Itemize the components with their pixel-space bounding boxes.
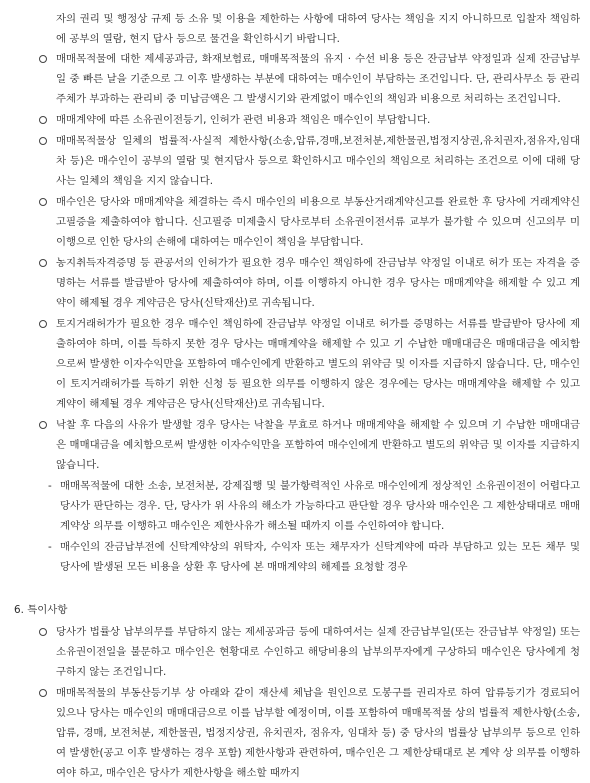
list-item	[56, 192, 580, 252]
sub-list-item	[48, 537, 580, 577]
circle-bullet-icon	[39, 137, 47, 145]
list-item	[56, 622, 580, 682]
list-item	[56, 131, 580, 191]
list-item	[56, 110, 580, 130]
dash-bullet: -	[48, 480, 52, 492]
list-item-text: 농지취득자격증명 등 관공서의 인허가가 필요한 경우 매수인 책임하에 잔금납부 약정일 이내로 허가 또는 자격을 증명하는 서류를 발급받아 당사에 제출하여야 하며, 이를 이행하지 아니한 경우 당사는 매매계약을 해제할 수 있고 계약이 해제될 경우 계약금은 당사(신탁재산)로 귀속됩니다.	[56, 257, 580, 309]
dash-bullet: -	[48, 541, 52, 553]
list-item-text: 매매목적물의 부동산등기부 상 아래와 같이 재산세 체납을 원인으로 도봉구를 권리자로 하여 압류등기가 경료되어 있으나 당사는 매수인의 매매대금으로 이를 납부할 예정이며, 이를 포함하여 매매목적물 상의 법률적 제한사항(소송, 압류, 경매, 보전처분, 제한물권, 법정지상권, 유치권자, 점유자, 임대차 등) 중 당사의 법률상 납부의무 등으로 인하여 발생한(공고 이후 발생하는 경우 포함) 제한사항과 관련하여, 매수인은 그 제한상태대로 본 계약 상 의무를 이행하여야 하고, 매수인은 당사가 제한사항을 해소할 때까지	[56, 687, 580, 779]
circle-bullet-icon	[39, 421, 47, 429]
list-item	[56, 415, 580, 475]
section-heading: 6. 특이사항	[14, 604, 68, 616]
list-item-text: 토지거래허가가 필요한 경우 매수인 책임하에 잔금납부 약정일 이내로 허가를 증명하는 서류를 발급받아 당사에 제출하여야 하며, 이를 득하지 못한 경우 당사는 매매계약을 해제할 수 있고 기 수납한 매매대금은 매매대금을 예치함으로써 발생한 이자수익만을 포함하여 매수인에게 반환하고 별도의 위약금 및 이자를 지급하지 않습니다. 단, 매수인이 토지거래허가를 득하기 위한 신청 등 필요한 의무를 이행하지 않은 경우에는 당사는 매매계약을 해제할 수 있고 계약이 해제될 경우 계약금은 당사(신탁재산)로 귀속됩니다.	[56, 318, 580, 410]
sub-list-item-text: 매수인의 잔금납부전에 신탁계약상의 위탁자, 수익자 또는 채무자가 신탁계약에 따라 부담하고 있는 모든 채무 및 당사에 발생된 모든 비용을 상환 후 당사에 본 매매계약의 해제를 요청할 경우	[60, 541, 580, 573]
circle-bullet-icon	[39, 55, 47, 63]
list-item-text: 매수인은 당사와 매매계약을 체결하는 즉시 매수인의 비용으로 부동산거래계약신고를 완료한 후 당사에 거래계약신고필증을 제출하여야 합니다. 신고필증 미제출시 당사로부터 소유권이전서류 교부가 불가할 수 있으며 신고의무 미이행으로 인한 당사의 손해에 대하여는 매수인이 책임을 부담합니다.	[56, 196, 580, 248]
list-item	[56, 683, 580, 783]
list-item-text: 매매목적물에 대한 제세공과금, 화재보험료, 매매목적물의 유지 · 수선 비용 등은 잔금납부 약정일과 실제 잔금납부일 중 빠른 날을 기준으로 그 이후 발생하는 부분에 대하여는 매수인이 부담하는 조건입니다. 단, 관리사무소 등 관리주체가 부과하는 관리비 중 미납금액은 그 발생시기와 관계없이 매수인의 책임과 비용으로 처리하는 조건입니다.	[56, 53, 580, 105]
circle-bullet-icon	[39, 689, 47, 697]
circle-bullet-icon	[39, 320, 47, 328]
list-item	[56, 49, 580, 109]
circle-bullet-icon	[39, 628, 47, 636]
list-item-text: 당사가 법률상 납부의무를 부담하지 않는 제세공과금 등에 대하여서는 실제 잔금납부일(또는 잔금납부 약정일) 또는 소유권이전일을 불문하고 매수인은 현황대로 수인하고 해당비용의 납부의무자에게 구상하되 매수인은 당사에게 청구하지 않는 조건입니다.	[56, 626, 580, 678]
list-item	[56, 314, 580, 414]
circle-bullet-icon	[39, 198, 47, 206]
bullet-list	[0, 49, 590, 577]
section-bullet-list	[0, 622, 590, 783]
list-item-text: 낙찰 후 다음의 사유가 발생할 경우 당사는 낙찰을 무효로 하거나 매매계약을 해제할 수 있으며 기 수납한 매매대금은 매매대금을 예치함으로써 발생한 이자수익만을 포함하여 매수인에게 반환하고 별도의 위약금 및 이자를 지급하지 않습니다.	[56, 419, 580, 471]
top-paragraph: 자의 권리 및 행정상 규제 등 소유 및 이용을 제한하는 사항에 대하여 당사는 책임을 지지 아니하므로 입찰자 책임하에 공부의 열람, 현지 답사 등으로 물건을 확인하시기 바랍니다.	[56, 13, 580, 45]
sub-list-item	[48, 476, 580, 536]
list-item-text: 매매목적물상 일체의 법률적·사실적 제한사항(소송,압류,경매,보전처분,제한물권,법정지상권,유치권자,점유자,임대차 등)은 매수인이 공부의 열람 및 현지답사 등으로 확인하시고 매수인의 책임으로 처리하는 조건으로 이에 대해 당사는 일체의 책임을 지지 않습니다.	[56, 135, 580, 187]
sub-list-item-text: 매매목적물에 대한 소송, 보전처분, 강제집행 및 불가항력적인 사유로 매수인에게 정상적인 소유권이전이 어렵다고 당사가 판단하는 경우. 단, 당사가 위 사유의 해소가 가능하다고 판단할 경우 당사와 매수인은 그 제한상태대로 매매계약상 의무를 이행하고 매수인은 제한사유가 해소될 때까지 이를 수인하여야 합니다.	[60, 480, 580, 532]
circle-bullet-icon	[39, 116, 47, 124]
list-item	[56, 253, 580, 313]
circle-bullet-icon	[39, 259, 47, 267]
list-item-text: 매매계약에 따른 소유권이전등기, 인허가 관련 비용과 책임은 매수인이 부담합니다.	[56, 114, 431, 126]
